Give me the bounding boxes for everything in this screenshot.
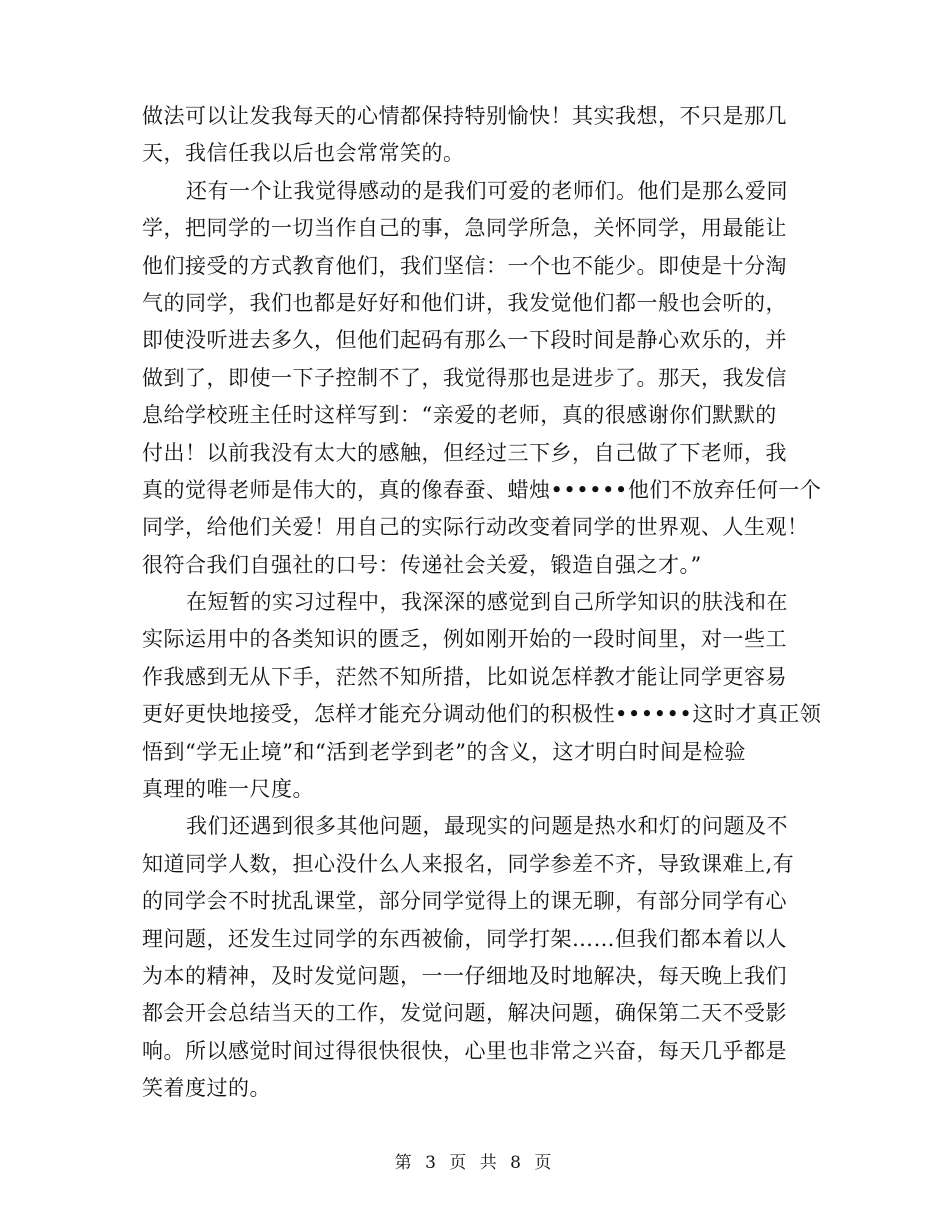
text-line: 即使没听进去多久，但他们起码有那么一下段时间是静心欢乐的，并 xyxy=(142,328,787,353)
text-line: 还有一个让我觉得感动的是我们可爱的老师们。他们是那么爱同 xyxy=(186,178,788,203)
text-line: 笑着度过的。 xyxy=(142,1076,271,1101)
text-line: 作我感到无从下手，茫然不知所措，比如说怎样教才能让同学更容易 xyxy=(142,664,787,689)
text-line: 同学，给他们关爱！用自己的实际行动改变着同学的世界观、人生观！ xyxy=(142,515,809,540)
text-line: 真的觉得老师是伟大的，真的像春蚕、蜡烛••••••他们不放弃任何一个 xyxy=(142,477,822,502)
page-footer: 第 3 页 共 8 页 xyxy=(394,1153,556,1173)
text-line: 天，我信任我以后也会常常笑的。 xyxy=(142,141,465,166)
text-line: 为本的精神，及时发觉问题，一一仔细地及时地解决，每天晚上我们 xyxy=(142,963,787,988)
text-line: 悟到“学无止境”和“活到老学到老”的含义，这才明白时间是检验 xyxy=(142,739,746,764)
text-line: 做到了，即使一下子控制不了，我觉得那也是进步了。那天，我发信 xyxy=(142,365,787,390)
paragraph xyxy=(142,808,808,1107)
text-line: 息给学校班主任时这样写到：“亲爱的老师，真的很感谢你们默默的 xyxy=(142,403,777,428)
text-line: 更好更快地接受，怎样才能充分调动他们的积极性••••••这时才真正领 xyxy=(142,702,822,727)
text-line: 真理的唯一尺度。 xyxy=(142,777,314,802)
text-line: 都会开会总结当天的工作，发觉问题，解决问题，确保第二天不受影 xyxy=(142,1001,787,1026)
text-line: 理问题，还发生过同学的东西被偷，同学打架……但我们都本着以人 xyxy=(142,926,787,951)
text-line: 响。所以感觉时间过得很快很快，心里也非常之兴奋，每天几乎都是 xyxy=(142,1038,787,1063)
text-line: 做法可以让发我每天的心情都保持特别愉快！其实我想，不只是那几 xyxy=(142,104,787,128)
text-line: 知道同学人数，担心没什么人来报名，同学参差不齐，导致课难上,有 xyxy=(142,851,795,876)
text-line: 的同学会不时扰乱课堂，部分同学觉得上的课无聊，有部分同学有心 xyxy=(142,889,787,914)
text-line: 在短暂的实习过程中，我深深的感觉到自己所学知识的肤浅和在 xyxy=(186,590,788,615)
paragraph xyxy=(142,98,808,173)
text-line: 实际运用中的各类知识的匮乏，例如刚开始的一段时间里，对一些工 xyxy=(142,627,787,652)
text-line: 很符合我们自强社的口号：传递社会关爱，锻造自强之才。” xyxy=(142,552,702,577)
paragraph xyxy=(142,173,822,584)
text-line: 我们还遇到很多其他问题，最现实的问题是热水和灯的问题及不 xyxy=(186,814,788,839)
paragraph xyxy=(142,584,822,808)
text-line: 他们接受的方式教育他们，我们坚信：一个也不能少。即使是十分淘 xyxy=(142,253,787,278)
text-line: 学，把同学的一切当作自己的事，急同学所急，关怀同学，用最能让 xyxy=(142,216,787,241)
text-line: 气的同学，我们也都是好好和他们讲，我发觉他们都一般也会听的， xyxy=(142,290,787,315)
document-body xyxy=(142,98,822,1108)
text-line: 付出！以前我没有太大的感触，但经过三下乡，自己做了下老师，我 xyxy=(142,440,787,465)
